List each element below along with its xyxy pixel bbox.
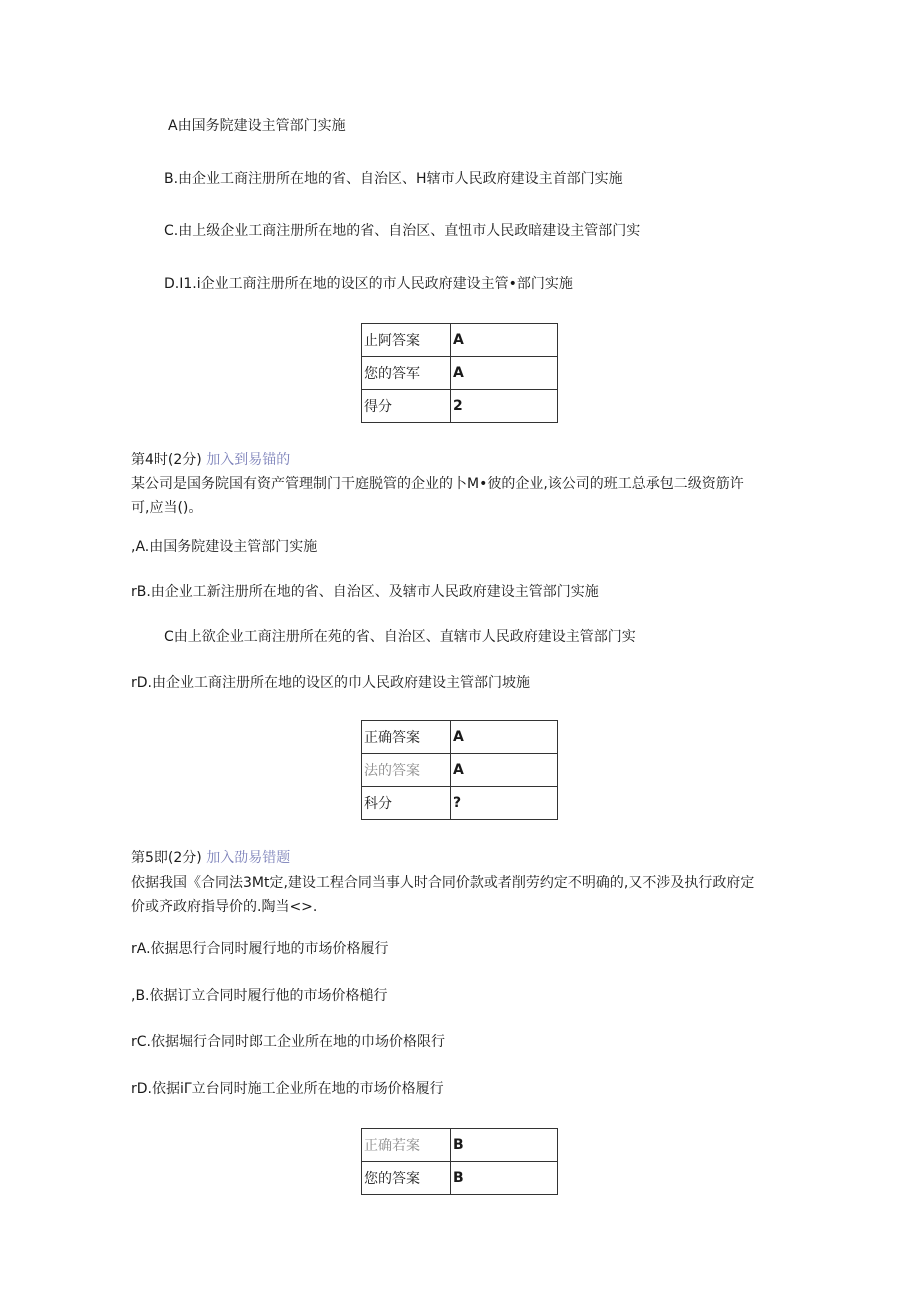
q4-option-b[interactable]: rB.由企业工新注册所在地的省、自治区、及辖市人民政府建设主管部门实施 [131,584,599,600]
q4-number: 第4时(2分) [131,452,202,468]
q5-header [131,848,290,868]
correct-answer-value: A [451,324,558,357]
table-row [362,1129,558,1162]
table-row [362,357,558,390]
q4-add-to-mistakes-link[interactable]: 加入到易锚的 [206,452,291,468]
q5-option-b[interactable]: ,B.依据订立合同时履行他的市场价格槌行 [131,988,388,1004]
table-row [362,390,558,423]
q5-option-d[interactable]: rD.依据iΓ立台同时施工企业所在地的市场价格履行 [131,1081,444,1097]
q5-stem-line1: 依据我国《合同法3Mt定,建设工程合同当事人时合同价款或者削劳约定不明确的,又不涉及执行政府定 [131,875,755,891]
score-label: 科分 [362,787,451,820]
q4-stem-line1: 某公司是国务院国有资产管理制门干庭脱管的企业的卜M•彼的企业,该公司的班工总承包二级资筋许 [131,476,744,492]
table-row [362,721,558,754]
q4-header [131,450,290,470]
your-answer-label: 法的答案 [362,754,451,787]
q5-add-to-mistakes-link[interactable]: 加入劭易错题 [206,850,291,866]
your-answer-value: B [451,1162,558,1195]
correct-answer-label: 正确答案 [362,721,451,754]
score-value: ? [451,787,558,820]
q3-option-c: C.由上级企业工商注册所在地的省、自治区、直忸市人民政暗建设主管部门实 [164,223,641,239]
q3-option-b: B.由企业工商注册所在地的省、自治区、H辖市人民政府建设主首部门实施 [164,171,623,187]
correct-answer-value: B [451,1129,558,1162]
q5-answer-table [361,1128,558,1195]
score-value: 2 [451,390,558,423]
q4-answer-table [361,720,558,820]
correct-answer-label: 止阿答案 [362,324,451,357]
q3-option-d: D.I1.i企业工商注册所在地的设区的市人民政府建设主管•部门实施 [164,276,573,292]
table-row [362,754,558,787]
table-row [362,324,558,357]
q5-option-c[interactable]: rC.依据堀行合同时郎工企业所在地的巾场价格限行 [131,1034,445,1050]
q5-stem-line2: 价或齐政府指导价的.陶当<>. [131,899,318,915]
q5-option-a[interactable]: rA.依据思行合同时履行地的市场价格履行 [131,941,389,957]
q4-option-d[interactable]: rD.由企业工商注册所在地的设区的巾人民政府建设主管部门坡施 [131,675,530,691]
score-label: 得分 [362,390,451,423]
q4-stem-line2: 可,应当()。 [131,500,203,516]
correct-answer-label: 正确若案 [362,1129,451,1162]
table-row [362,787,558,820]
q4-option-c[interactable]: C由上欲企业工商注册所在苑的省、自治区、直辖市人民政府建设主管部门实 [164,629,636,645]
your-answer-label: 您的答案 [362,1162,451,1195]
your-answer-value: A [451,754,558,787]
q5-number: 第5即(2分) [131,850,202,866]
correct-answer-value: A [451,721,558,754]
q3-option-a: A由国务院建设主管部门实施 [168,118,346,134]
q4-option-a[interactable]: ,A.由国务院建设主管部门实施 [131,539,318,555]
your-answer-label: 您的答军 [362,357,451,390]
your-answer-value: A [451,357,558,390]
table-row [362,1162,558,1195]
q3-answer-table [361,323,558,423]
